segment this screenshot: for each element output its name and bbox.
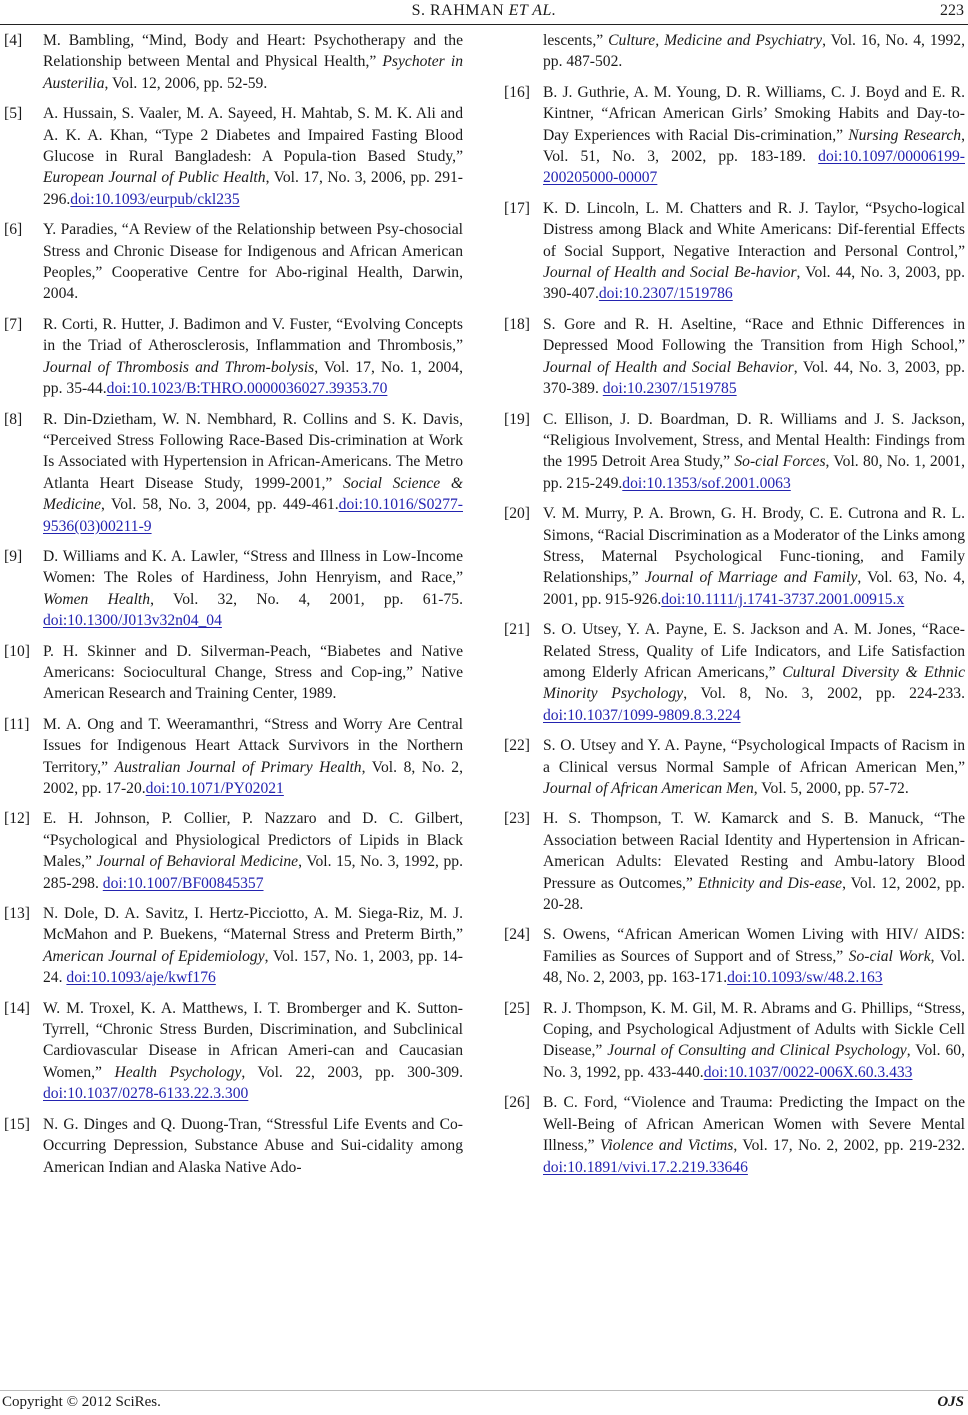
reference-citation: B. C. Ford, “Violence and Trauma: Predicting the Impact on the Well-Being of African American Women with Severe Mental Illness,” — [543, 1094, 965, 1155]
header-rule — [0, 24, 968, 25]
reference-journal: Psychoter in Austerilia — [43, 53, 463, 92]
reference-citation: M. Bambling, “Mind, Body and Heart: Psychotherapy and the Relationship between Mental and Physical Health,” — [43, 32, 463, 71]
reference-details: , Vol. 51, No. 3, 2002, pp. 183-189. — [543, 126, 965, 166]
reference-entry — [504, 314, 965, 400]
reference-citation: R. Din-Dzietham, W. N. Nembhard, R. Collins and S. K. Davis, “Perceived Stress Following Race-Based Dis-crimination at Work Is Associated with Hypertension in African-Americans. The Metro Atlanta Heart Disease Study, 1999-2001,” — [43, 410, 463, 492]
reference-text — [43, 998, 463, 1105]
reference-journal: Australian Journal of Primary Health — [114, 758, 362, 776]
reference-number: [7] — [4, 315, 23, 333]
footer-rule — [0, 1390, 968, 1391]
reference-journal: Journal of Behavioral Medicine — [96, 853, 299, 871]
reference-journal: Journal of Consulting and Clinical Psychology — [607, 1042, 907, 1060]
reference-text — [43, 1114, 463, 1178]
reference-details: , Vol. 5, 2000, pp. 57-72. — [753, 780, 909, 797]
reference-citation: W. M. Troxel, K. A. Matthews, I. T. Bromberger and K. Sutton-Tyrrell, “Chronic Stress Burden, Discrimination, and Subclinical Cardiovascular Disease in African Ameri-can and Caucasian Women,” — [43, 999, 463, 1081]
reference-continuation — [543, 30, 965, 73]
doi-link[interactable]: doi:10.1037/1099-9809.8.3.224 — [543, 706, 741, 724]
reference-entry — [504, 998, 965, 1084]
reference-entry — [4, 714, 463, 800]
reference-details: , Vol. 12, 2002, pp. 20-28. — [543, 874, 965, 914]
reference-text — [43, 103, 463, 210]
reference-details: , Vol. 80, No. 1, 2001, pp. 215-249. — [543, 453, 965, 492]
reference-number: [24] — [504, 926, 530, 944]
reference-journal: American Journal of Epidemiology — [43, 947, 265, 965]
reference-citation: R. J. Thompson, K. M. Gil, M. R. Abrams and G. Phillips, “Stress, Coping, and Psychological Adjustment of Adults with Sickle Cell Disease,” — [543, 999, 965, 1060]
reference-number: [17] — [504, 199, 530, 217]
reference-entry — [4, 103, 463, 210]
reference-details: , Vol. 8, No. 2, 2002, pp. 17-20. — [43, 758, 464, 797]
reference-number: [26] — [504, 1094, 530, 1112]
reference-entry — [504, 82, 965, 189]
reference-number: [12] — [4, 810, 30, 828]
doi-link[interactable]: doi:10.1093/sw/48.2.163 — [727, 969, 883, 987]
reference-number: [9] — [4, 547, 23, 565]
page-header — [0, 0, 968, 26]
reference-details: , Vol. 44, No. 3, 2003, pp. 390-407. — [543, 264, 965, 303]
reference-text — [43, 903, 463, 989]
doi-link[interactable]: doi:10.1353/sof.2001.0063 — [622, 474, 791, 492]
doi-link[interactable]: doi:10.1300/J013v32n04_04 — [43, 612, 222, 630]
reference-number: [18] — [504, 315, 530, 333]
reference-journal: Journal of Marriage and Family — [644, 569, 858, 587]
reference-journal: Journal of Health and Social Behavior — [543, 358, 794, 376]
reference-text — [43, 219, 463, 305]
doi-link[interactable]: doi:10.1071/PY02021 — [145, 780, 284, 797]
reference-entry — [504, 198, 965, 305]
reference-entry — [504, 409, 965, 495]
page-footer — [0, 1394, 968, 1414]
reference-entry — [504, 735, 965, 799]
reference-details: , Vol. 22, 2003, pp. 300-309. — [241, 1063, 463, 1081]
reference-journal: Health Psychology — [114, 1063, 242, 1081]
reference-journal: Cultural Diversity & Ethnic Minority Psychology — [543, 663, 965, 703]
reference-entry — [504, 808, 965, 915]
reference-entry — [4, 903, 463, 989]
reference-number: [25] — [504, 999, 530, 1017]
reference-journal: So-cial Forces — [734, 453, 826, 471]
reference-text — [543, 409, 965, 495]
reference-text — [43, 714, 463, 800]
reference-entry — [504, 619, 965, 726]
reference-entry — [504, 503, 965, 610]
reference-details: , Vol. 12, 2006, pp. 52-59. — [104, 74, 268, 92]
reference-entry — [4, 546, 463, 632]
reference-citation: K. D. Lincoln, L. M. Chatters and R. J. Taylor, “Psycho-logical Distress among Black and White Americans: Dif-ferential Effects of Social Support, Negative Interaction and Personal Control,” — [543, 199, 965, 260]
reference-journal: Journal of African American Men — [543, 780, 754, 797]
reference-number: [15] — [4, 1115, 30, 1133]
reference-text — [543, 998, 965, 1084]
reference-details: , Vol. 48, No. 2, 2003, pp. 163-171. — [543, 947, 965, 987]
right-reference-list — [504, 82, 965, 1178]
reference-journal: Women Health — [43, 590, 151, 608]
reference-text — [543, 82, 965, 189]
reference-journal: Social Science & Medicine — [43, 474, 463, 514]
reference-journal: Journal of Health and Social Be-havior — [543, 264, 797, 282]
reference-text — [543, 314, 965, 400]
reference-citation: Y. Paradies, “A Review of the Relationship between Psy-chosocial Stress and Chronic Disease for Indigenous and African American Peoples,” Cooperative Centre for Abo-riginal Health, Darwin, 2004. — [43, 221, 463, 303]
reference-citation: P. H. Skinner and D. Silverman-Peach, “Biabetes and Native Americans: Sociocultural Change, Stress and Cop-ing,” Native American Research and Training Center, 1989. — [43, 642, 463, 703]
reference-details: , Vol. 60, No. 3, 1992, pp. 433-440. — [543, 1042, 965, 1081]
reference-number: [11] — [4, 715, 30, 733]
reference-citation: V. M. Murry, P. A. Brown, G. H. Brody, C. E. Cutrona and R. L. Simons, “Racial Discrimination as a Moderator of the Links among Stress, Maternal Psychological Func-tioning, and Family Relationships,” — [543, 505, 965, 587]
reference-details: , Vol. 8, No. 3, 2002, pp. 224-233. — [683, 685, 965, 703]
reference-entry — [4, 641, 463, 705]
reference-number: [5] — [4, 105, 23, 123]
reference-journal: Nursing Research — [848, 126, 962, 144]
reference-entry — [4, 314, 463, 400]
reference-number: [21] — [504, 621, 530, 639]
reference-details: , Vol. 58, No. 3, 2004, pp. 449-461. — [101, 496, 339, 514]
reference-number: [23] — [504, 810, 530, 828]
reference-text — [543, 808, 965, 915]
reference-citation: H. S. Thompson, T. W. Kamarck and S. B. Manuck, “The Association between Racial Identity and Hypertension in African-American Adults: Elevated Resting and Ambu-latory Blood Pressure as Outcomes,” — [543, 810, 965, 892]
reference-details: , Vol. 17, No. 2, 2002, pp. 219-232. — [733, 1137, 965, 1155]
reference-journal: Violence and Victims — [600, 1137, 734, 1155]
reference-details: , Vol. 15, No. 3, 1992, pp. 285-298. — [43, 853, 463, 892]
running-head — [0, 0, 968, 22]
reference-citation: A. Hussain, S. Vaaler, M. A. Sayeed, H. Mahtab, S. M. K. Ali and A. K. A. Khan, “Type 2 Diabetes and Impaired Fasting Blood Glucose in Rural Bangladesh: A Popula-tion Based Study,” — [43, 105, 463, 166]
reference-entry — [504, 1092, 965, 1178]
reference-number: [13] — [4, 905, 30, 923]
reference-citation: R. Corti, R. Hutter, J. Badimon and V. Fuster, “Evolving Concepts in the Triad of Atherosclerosis, Inflammation and Thrombosis,” — [43, 315, 463, 355]
reference-citation: S. O. Utsey, Y. A. Payne, E. S. Jackson and A. M. Jones, “Race-Related Stress, Quality of Life Indicators, and Life Satisfaction among Elderly African Americans,” — [543, 621, 965, 681]
reference-number: [10] — [4, 642, 30, 660]
doi-link[interactable]: doi:10.1891/vivi.17.2.219.33646 — [543, 1158, 748, 1176]
reference-number: [4] — [4, 32, 23, 49]
doi-link[interactable]: doi:10.1097/00006199-200205000-00007 — [543, 148, 965, 187]
reference-journal: Ethnicity and Dis-ease — [697, 874, 843, 892]
reference-text — [43, 314, 463, 400]
doi-link[interactable]: doi:10.1093/aje/kwf176 — [66, 969, 216, 987]
reference-entry — [504, 924, 965, 988]
reference-entry — [4, 409, 463, 537]
doi-link[interactable]: doi:10.1016/S0277-9536(03)00211-9 — [43, 496, 463, 535]
reference-entry — [4, 219, 463, 305]
reference-journal: European Journal of Public Health — [43, 169, 266, 187]
reference-text — [543, 198, 965, 305]
reference-citation: N. G. Dinges and Q. Duong-Tran, “Stressful Life Events and Co-Occurring Depression, Substance Abuse and Sui-cidality among American Indian and Alaska Native Ado- — [43, 1115, 463, 1176]
reference-text — [43, 30, 463, 94]
reference-details: , Vol. 44, No. 3, 2003, pp. 370-389. — [543, 358, 965, 398]
doi-link[interactable]: doi:10.1037/0022-006X.60.3.433 — [703, 1063, 913, 1081]
reference-entry — [4, 998, 463, 1105]
reference-text — [543, 619, 965, 726]
doi-link[interactable]: doi:10.1037/0278-6133.22.3.300 — [43, 1085, 249, 1103]
reference-entry — [4, 1114, 463, 1178]
doi-link[interactable]: doi:10.1093/eurpub/ckl235 — [70, 190, 240, 208]
running-head-et-al: ET AL. — [508, 2, 557, 19]
reference-text — [543, 735, 965, 799]
running-head-authors: S. RAHMAN — [411, 2, 505, 19]
reference-number: [19] — [504, 410, 530, 428]
doi-link[interactable]: doi:10.1023/B:THRO.0000036027.39353.70 — [106, 380, 388, 398]
reference-number: [14] — [4, 999, 30, 1017]
doi-link[interactable]: doi:10.2307/1519785 — [602, 380, 737, 398]
reference-entry — [4, 30, 463, 94]
doi-link[interactable]: doi:10.2307/1519786 — [598, 285, 733, 303]
reference-number: [22] — [504, 737, 530, 755]
reference-text — [43, 641, 463, 705]
reference-entry — [4, 808, 463, 894]
doi-link[interactable]: doi:10.1007/BF00845357 — [102, 874, 264, 892]
reference-citation: B. J. Guthrie, A. M. Young, D. R. Williams, C. J. Boyd and E. R. Kintner, “African American Girls’ Smoking Habits and Day-to-Day Experiences with Racial Dis-crimination,” — [543, 83, 965, 144]
reference-details: , Vol. 157, No. 1, 2003, pp. 14-24. — [43, 947, 463, 987]
journal-abbreviation: OJS — [937, 1394, 964, 1410]
reference-details: , Vol. 32, No. 4, 2001, pp. 61-75. — [150, 590, 463, 608]
continuation-journal: Culture, Medicine and Psychiatry — [608, 32, 823, 49]
reference-text — [43, 409, 463, 537]
copyright-notice: Copyright © 2012 SciRes. — [2, 1394, 161, 1410]
reference-citation: S. Gore and R. H. Aseltine, “Race and Ethnic Differences in Depressed Mood Following the Transition from High School,” — [543, 315, 965, 355]
doi-link[interactable]: doi:10.1111/j.1741-3737.2001.00915.x — [661, 590, 905, 608]
right-reference-column — [504, 30, 965, 1187]
reference-number: [6] — [4, 221, 23, 239]
reference-journal: So-cial Work — [848, 947, 931, 965]
reference-journal: Journal of Thrombosis and Throm-bolysis — [43, 358, 315, 376]
reference-details: , Vol. 63, No. 4, 2001, pp. 915-926. — [543, 569, 965, 608]
page-number: 223 — [940, 2, 964, 19]
reference-number: [16] — [504, 83, 530, 101]
reference-text — [43, 546, 463, 632]
reference-citation: N. Dole, D. A. Savitz, I. Hertz-Picciotto, A. M. Siega-Riz, M. J. McMahon and P. Buekens, “Maternal Stress and Preterm Birth,” — [43, 905, 463, 944]
reference-text — [543, 1092, 965, 1178]
reference-citation: C. Ellison, J. D. Boardman, D. R. Williams and J. S. Jackson, “Religious Involvement, Stress, and Mental Health: Findings from the 1995 Detroit Area Study,” — [543, 410, 965, 471]
reference-citation: S. Owens, “African American Women Living with HIV/ AIDS: Families as Sources of Support and of Stress,” — [543, 926, 965, 965]
reference-citation: E. H. Johnson, P. Collier, P. Nazzaro and D. C. Gilbert, “Psychological and Physiological Predictors of Lipids in Black Males,” — [43, 810, 463, 871]
reference-number: [8] — [4, 410, 23, 428]
reference-text — [43, 808, 463, 894]
reference-text — [543, 503, 965, 610]
reference-number: [20] — [504, 505, 530, 523]
continuation-details: , Vol. 16, No. 4, 1992, pp. 487-502. — [543, 32, 965, 71]
continuation-text: lescents,” — [543, 32, 609, 49]
reference-details: , Vol. 17, No. 3, 2006, pp. 291-296. — [43, 169, 463, 208]
reference-citation: M. A. Ong and T. Weeramanthri, “Stress and Worry Are Central Issues for Indigenous Heart Attack Survivors in the Northern Territory,” — [43, 715, 463, 776]
reference-details: , Vol. 17, No. 1, 2004, pp. 35-44. — [43, 358, 463, 398]
reference-text — [543, 924, 965, 988]
left-reference-column — [4, 30, 463, 1187]
reference-citation: S. O. Utsey and Y. A. Payne, “Psychological Impacts of Racism in a Clinical versus Normal Sample of African American Men,” — [543, 737, 965, 776]
reference-citation: D. Williams and K. A. Lawler, “Stress and Illness in Low-Income Women: The Roles of Hardiness, John Henryism, and Race,” — [43, 547, 463, 587]
